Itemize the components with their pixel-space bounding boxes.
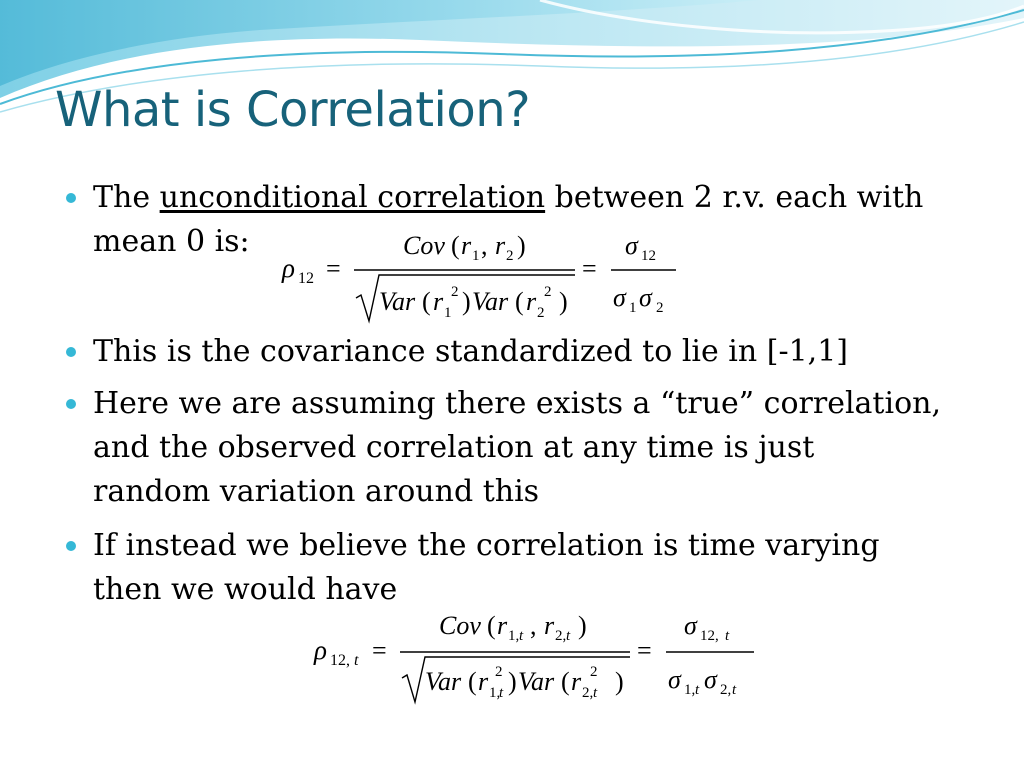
bullet-3-line-3: random variation around this [93, 474, 540, 509]
cov-rparen: ) [517, 231, 526, 260]
bullet-3-line-1: Here we are assuming there exists a “true” correlation, [93, 386, 941, 421]
rho-symbol: ρ [282, 253, 295, 283]
num-r2: r [495, 231, 506, 260]
num-r2t-sub: 2, [555, 628, 567, 644]
sigma-den-1: σ [613, 283, 626, 312]
den-r1t-sub: 1, [489, 685, 501, 701]
bullet-marker-2 [62, 330, 82, 374]
bullet-1-text-pre: The [93, 180, 160, 215]
den-r2-sub: 2 [537, 305, 545, 321]
bullet-marker-4 [62, 524, 82, 568]
den-r2-square: 2 [544, 284, 552, 300]
sigma-t-den-1-time: t [695, 682, 700, 698]
unconditional-correlation-term: unconditional correlation [159, 180, 546, 215]
var2-lparen: ( [515, 287, 524, 316]
den-r2t-square: 2 [590, 664, 598, 680]
var-operator-2: Var [472, 287, 509, 316]
rho-t-time-index: t [354, 652, 359, 669]
rho-subscript: 12 [298, 270, 314, 287]
cov-operator: Cov [403, 231, 445, 260]
cov-t-rparen: ) [578, 611, 587, 640]
rho-t-symbol: ρ [314, 635, 327, 665]
sigma-t-den-2-sub: 2, [720, 682, 732, 698]
rho-t-subscript: 12, [330, 652, 350, 669]
var1-lparen: ( [422, 287, 431, 316]
bullet-marker-3 [62, 382, 82, 426]
bullet-marker-1 [62, 176, 82, 220]
bullet-1-text-post: between 2 r.v. each with [545, 180, 924, 215]
equals-sign-2: = [582, 254, 597, 283]
num-r2t-time: t [566, 628, 571, 644]
den-r2: r [526, 287, 537, 316]
num-r1: r [461, 231, 472, 260]
bullet-dot-icon [66, 193, 76, 203]
sigma-numerator-sub: 12 [641, 248, 656, 264]
den-r2t-time: t [593, 685, 598, 701]
var-t1-lparen: ( [468, 667, 477, 696]
sigma-den-2-sub: 2 [656, 300, 664, 316]
num-r2-sub: 2 [506, 248, 514, 264]
sigma-t-numerator-time: t [725, 628, 730, 644]
var-t-operator-1: Var [425, 667, 462, 696]
var2-rparen: ) [559, 287, 568, 316]
den-r2t: r [571, 667, 582, 696]
sigma-t-den-2-time: t [732, 682, 737, 698]
bullet-1-line-1 [93, 176, 923, 220]
num-comma: , [481, 231, 488, 260]
bullet-1-line-2: mean 0 is: [93, 224, 250, 259]
den-r1t-time: t [499, 685, 504, 701]
num-r2t: r [544, 611, 555, 640]
bullet-2-line-1: This is the covariance standardized to lie in [-1,1] [93, 334, 849, 369]
den-r1: r [433, 287, 444, 316]
equals-sign-4: = [637, 636, 652, 665]
den-r1-sub: 1 [444, 305, 452, 321]
sigma-t-den-1: σ [668, 665, 681, 694]
num-r1t: r [497, 611, 508, 640]
cov-t-operator: Cov [439, 611, 481, 640]
bullet-dot-icon [66, 347, 76, 357]
equals-sign-1: = [326, 254, 341, 283]
var-t1-rparen: ) [508, 667, 517, 696]
num-r1-sub: 1 [472, 248, 480, 264]
time-varying-correlation-formula [306, 604, 762, 710]
sigma-t-den-2: σ [704, 665, 717, 694]
num-r1t-sub: 1, [508, 628, 520, 644]
sigma-t-numerator: σ [684, 611, 697, 640]
sigma-t-numerator-sub: 12, [700, 628, 719, 644]
den-r1t: r [478, 667, 489, 696]
var-operator-1: Var [379, 287, 416, 316]
equals-sign-3: = [372, 636, 387, 665]
var-t-operator-2: Var [518, 667, 555, 696]
num-t-comma: , [530, 611, 537, 640]
bullet-dot-icon [66, 541, 76, 551]
bullet-dot-icon [66, 399, 76, 409]
var-t2-rparen: ) [615, 667, 624, 696]
den-r1-square: 2 [451, 284, 459, 300]
num-r1t-time: t [519, 628, 524, 644]
sigma-t-den-1-sub: 1, [684, 682, 696, 698]
var1-rparen: ) [462, 287, 471, 316]
correlation-formula [276, 222, 686, 328]
sigma-den-2: σ [639, 283, 652, 312]
slide-title: What is Correlation? [55, 82, 531, 138]
sigma-den-1-sub: 1 [629, 300, 637, 316]
bullet-4-line-2: then we would have [93, 572, 398, 607]
bullet-3-line-2: and the observed correlation at any time is just [93, 430, 815, 465]
cov-t-lparen: ( [487, 611, 496, 640]
cov-lparen: ( [451, 231, 460, 260]
den-r1t-square: 2 [495, 664, 503, 680]
var-t2-lparen: ( [561, 667, 570, 696]
bullet-4-line-1: If instead we believe the correlation is time varying [93, 528, 880, 563]
sigma-numerator: σ [625, 231, 638, 260]
den-r2t-sub: 2, [582, 685, 594, 701]
